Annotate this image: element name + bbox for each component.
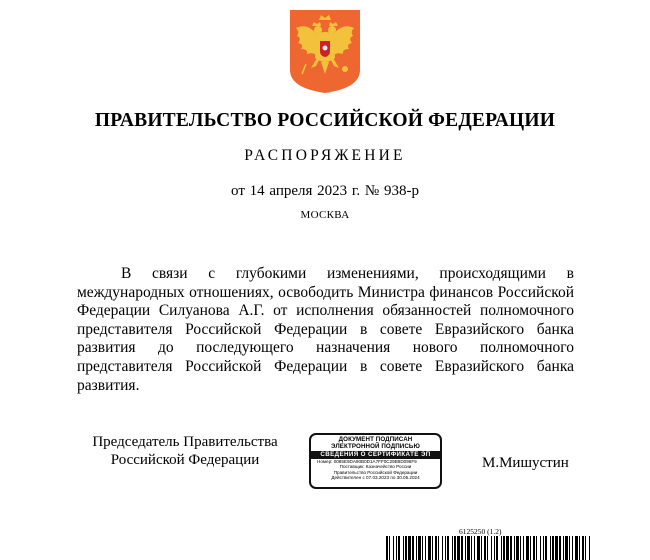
signer-name: М.Мишустин	[482, 455, 569, 471]
coat-of-arms-emblem	[288, 8, 362, 94]
document-type: РАСПОРЯЖЕНИЕ	[244, 147, 406, 164]
stamp-certificate-number: Номер: 0085E9DA90B0D1A7FF0C29B9D096F9	[317, 458, 417, 464]
document-number: 6125250 (1.2)	[459, 527, 502, 536]
barcode-icon	[386, 536, 596, 560]
stamp-certificate-bar: СВЕДЕНИЯ О СЕРТИФИКАТЕ ЭП	[311, 451, 440, 459]
document-date-number: от 14 апреля 2023 г. № 938-р	[231, 183, 419, 199]
stamp-issuer: Поставщик: Казначейство России	[339, 464, 412, 470]
stamp-owner: Правительство Российской Федерации	[333, 469, 418, 475]
government-title: ПРАВИТЕЛЬСТВО РОССИЙСКОЙ ФЕДЕРАЦИИ	[94, 110, 556, 131]
stamp-validity: Действителен с 07.03.2023 по 30.05.2024	[331, 475, 420, 481]
order-body-text: В связи с глубокими изменениями, происходящими в международных отношениях, освободить Министра финансов Российской Федерации Силуанова А.Г. от исполнения обязанностей полномочного представителя Российской Федерации в совете Евразийского банка развития до последующего назначения нового полномочного представителя Российской Федерации в совете Евразийского банка развития.	[77, 265, 574, 394]
signer-position	[80, 433, 290, 469]
signer-position-line: Российской Федерации	[110, 452, 260, 468]
signer-position-line: Председатель Правительства	[92, 434, 278, 450]
city-name: МОСКВА	[300, 209, 350, 221]
stamp-signed-label: ДОКУМЕНТ ПОДПИСАН	[338, 436, 413, 443]
stamp-signed-label: ЭЛЕКТРОННОЙ ПОДПИСЬЮ	[331, 443, 420, 450]
electronic-signature-stamp	[309, 433, 442, 489]
